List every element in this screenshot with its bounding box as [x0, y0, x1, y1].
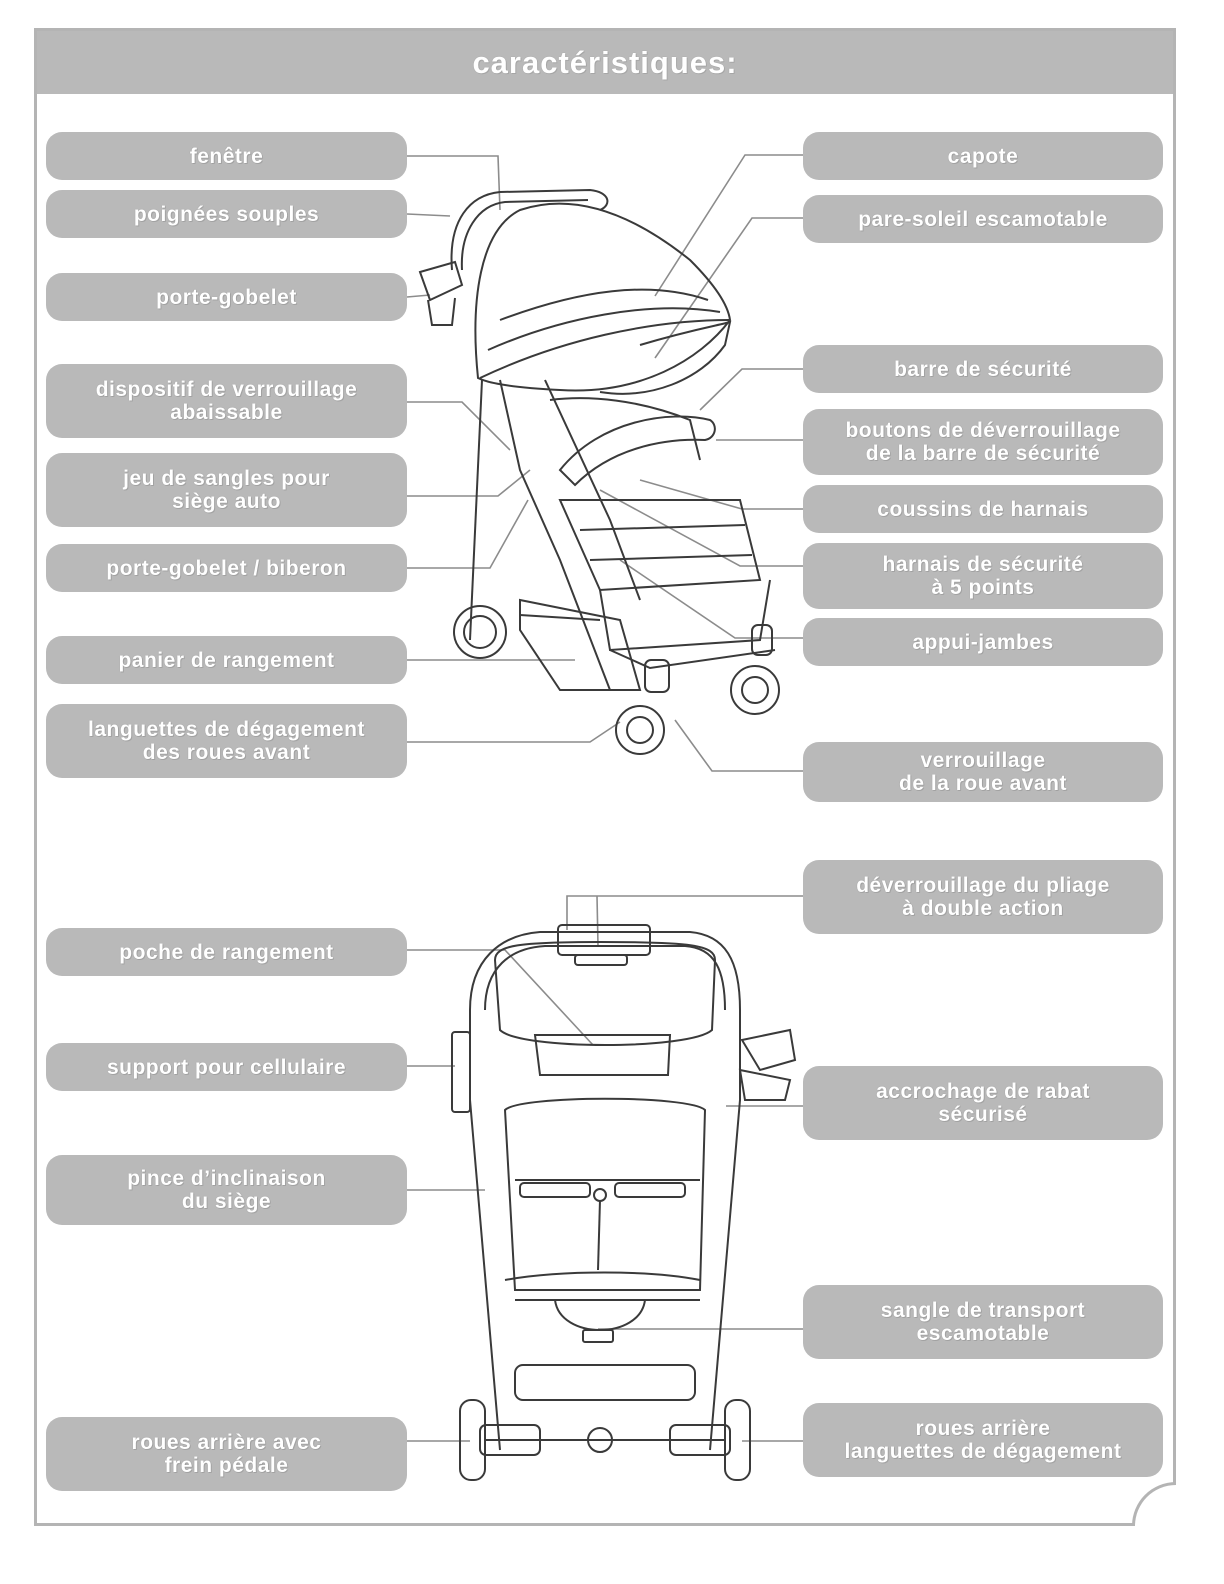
label-pare-soleil: pare-soleil escamotable	[803, 195, 1163, 243]
label-porte-gobelet: porte-gobelet	[46, 273, 407, 321]
label-roues-arriere-languettes: roues arrière languettes de dégagement	[803, 1403, 1163, 1477]
label-harnais-5-points: harnais de sécurité à 5 points	[803, 543, 1163, 609]
label-sangle-transport: sangle de transport escamotable	[803, 1285, 1163, 1359]
label-coussins-harnais: coussins de harnais	[803, 485, 1163, 533]
label-barre-securite: barre de sécurité	[803, 345, 1163, 393]
label-poche-rangement: poche de rangement	[46, 928, 407, 976]
label-support-cellulaire: support pour cellulaire	[46, 1043, 407, 1091]
label-verrouillage-roue-avant: verrouillage de la roue avant	[803, 742, 1163, 802]
stroller-side-view	[420, 190, 779, 754]
label-deverrouillage-pliage: déverrouillage du pliage à double action	[803, 860, 1163, 934]
label-fenetre: fenêtre	[46, 132, 407, 180]
label-languettes-roues-avant: languettes de dégagement des roues avant	[46, 704, 407, 778]
label-panier-rangement: panier de rangement	[46, 636, 407, 684]
label-accrochage-rabat: accrochage de rabat sécurisé	[803, 1066, 1163, 1140]
label-porte-biberon: porte-gobelet / biberon	[46, 544, 407, 592]
stroller-rear-view	[452, 925, 795, 1480]
label-poignees-souples: poignées souples	[46, 190, 407, 238]
label-appui-jambes: appui-jambes	[803, 618, 1163, 666]
label-roues-arriere-frein: roues arrière avec frein pédale	[46, 1417, 407, 1491]
label-pince-inclinaison: pince d’inclinaison du siège	[46, 1155, 407, 1225]
leader-lines	[407, 155, 803, 1441]
label-dispositif-verrouillage: dispositif de verrouillage abaissable	[46, 364, 407, 438]
label-boutons-barre: boutons de déverrouillage de la barre de sécurité	[803, 409, 1163, 475]
label-jeu-de-sangles: jeu de sangles pour siège auto	[46, 453, 407, 527]
page-title: caractéristiques:	[472, 44, 738, 80]
label-capote: capote	[803, 132, 1163, 180]
